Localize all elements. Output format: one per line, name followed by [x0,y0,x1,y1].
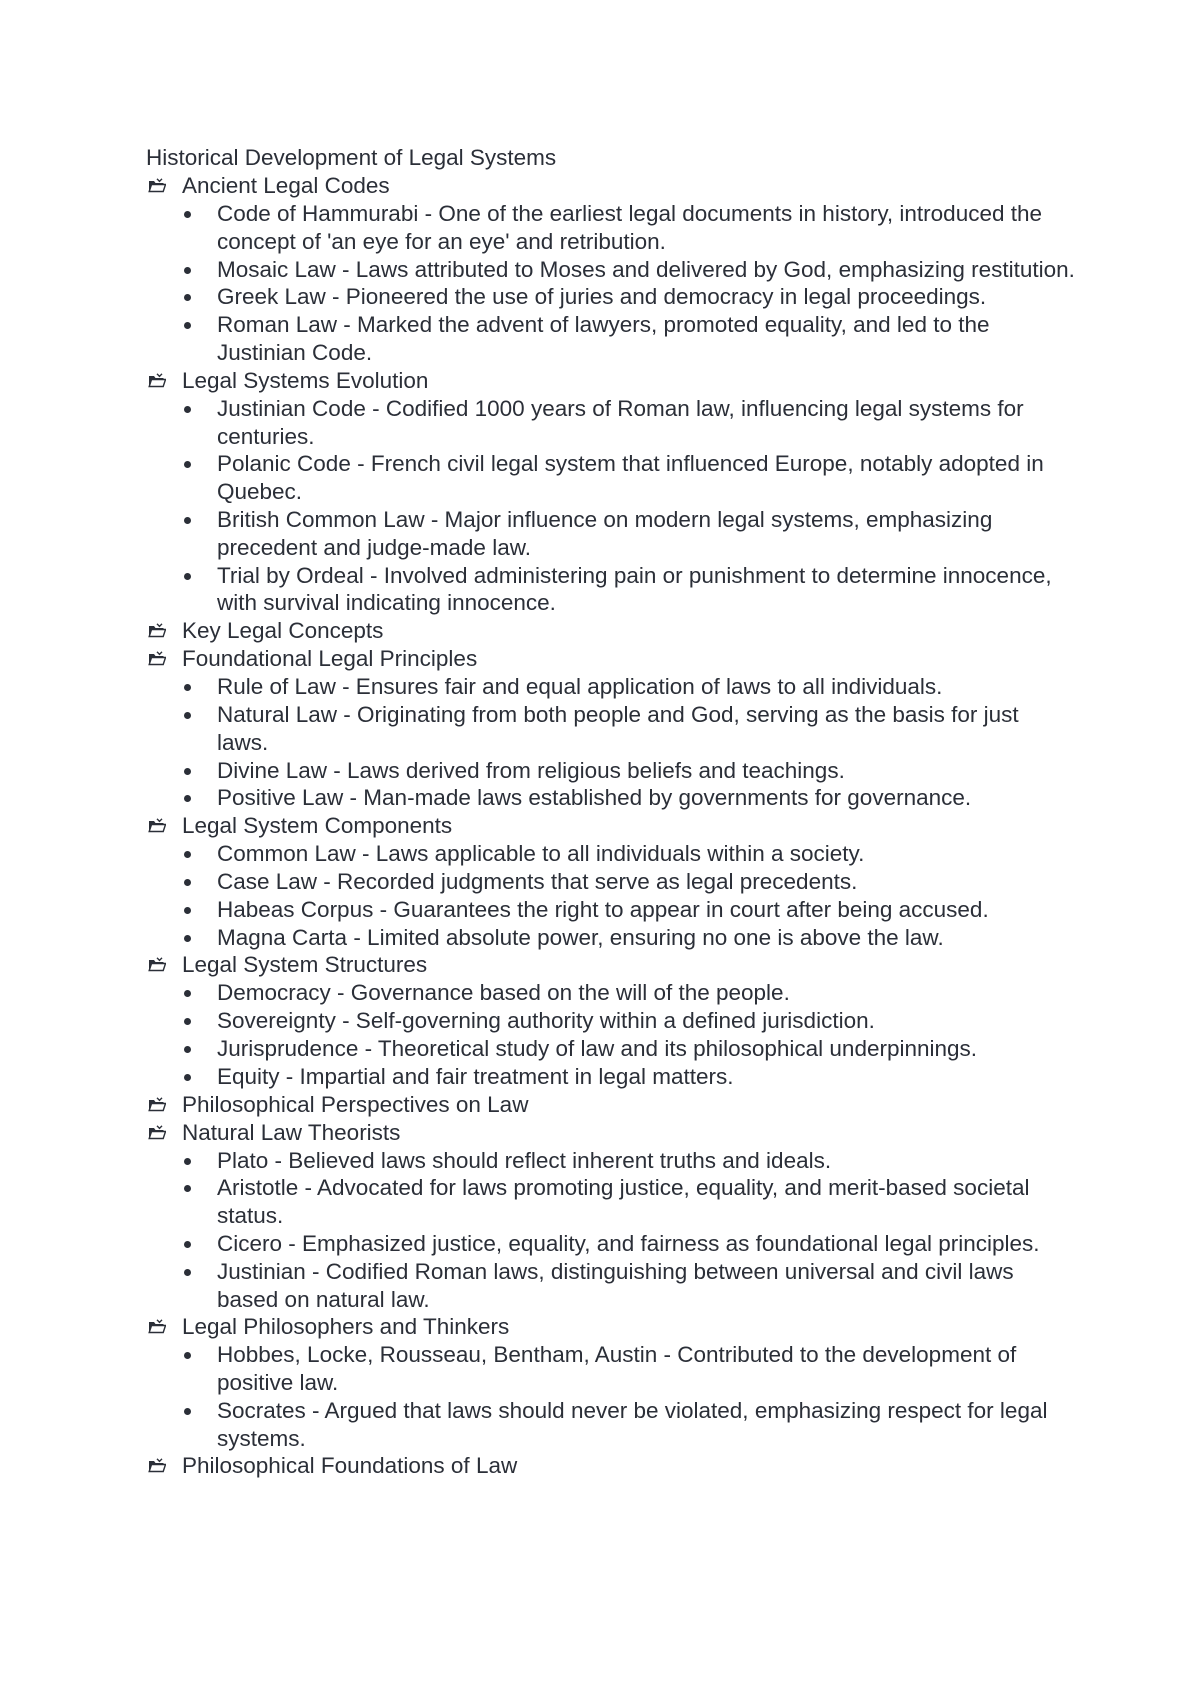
outline-section [146,367,1076,617]
bullet-dot-icon [184,1018,191,1025]
section-heading-text: Key Legal Concepts [182,618,384,644]
list-item [146,868,1076,896]
section-heading-text: Philosophical Foundations of Law [182,1453,518,1479]
section-heading-text: Ancient Legal Codes [182,173,390,198]
list-item-text: Socrates - Argued that laws should never be violated, emphasizing respect for legal systems. [217,1397,1048,1451]
list-item-text: Habeas Corpus - Guarantees the right to appear in court after being accused. [217,896,989,922]
list-item-text: Trial by Ordeal - Involved administering pain or punishment to determine innocence, with survival indicating innocence. [217,562,1052,616]
folder-open-icon [148,1458,166,1473]
section-heading [146,1119,1076,1147]
list-item-text: Plato - Believed laws should reflect inherent truths and ideals. [217,1147,832,1173]
bullet-dot-icon [184,1074,191,1081]
bullet-dot-icon [184,935,191,942]
list-item-text: Common Law - Laws applicable to all individuals within a society. [217,841,865,867]
outline-section [146,812,1076,951]
list-item [146,979,1076,1007]
bullet-dot-icon [184,1269,191,1276]
bullet-list [146,200,1076,367]
list-item-text: Case Law - Recorded judgments that serve as legal precedents. [217,868,858,894]
list-item-text: Justinian Code - Codified 1000 years of Roman law, influencing legal systems for centuries. [217,395,1024,449]
list-item [146,1397,1076,1453]
list-item [146,1147,1076,1175]
bullet-dot-icon [184,517,191,524]
folder-open-icon [148,957,166,972]
bullet-dot-icon [184,573,191,580]
list-item [146,757,1076,785]
list-item [146,506,1076,562]
section-heading [146,367,1076,395]
list-item [146,896,1076,924]
list-item [146,450,1076,506]
document-body [146,144,1076,1480]
list-item [146,1341,1076,1397]
section-heading [146,1452,1076,1480]
section-heading [146,617,1076,645]
bullet-dot-icon [184,1158,191,1165]
section-heading-text: Foundational Legal Principles [182,646,478,672]
list-item-text: Magna Carta - Limited absolute power, ensuring no one is above the law. [217,924,944,950]
section-heading-text: Legal System Structures [182,952,428,978]
bullet-dot-icon [184,1352,191,1359]
section-heading-text: Philosophical Perspectives on Law [182,1091,529,1117]
bullet-list [146,395,1076,617]
folder-open-icon [148,651,166,666]
list-item-text: Polanic Code - French civil legal system that influenced Europe, notably adopted in Quebec. [217,451,1044,505]
folder-open-icon [148,1125,166,1140]
section-heading [146,172,1076,200]
list-item-text: Aristotle - Advocated for laws promoting justice, equality, and merit-based societal status. [217,1175,1030,1229]
sections-container [146,172,1076,1480]
bullet-dot-icon [184,684,191,691]
list-item [146,256,1076,284]
bullet-dot-icon [184,211,191,218]
bullet-dot-icon [184,1408,191,1415]
list-item-text: Divine Law - Laws derived from religious beliefs and teachings. [217,757,845,783]
bullet-list [146,840,1076,951]
outline-section [146,172,1076,367]
section-heading [146,812,1076,840]
list-item-text: Greek Law - Pioneered the use of juries and democracy in legal proceedings. [217,284,987,310]
section-heading-text: Legal System Components [182,813,453,839]
outline-section [146,1452,1076,1480]
list-item-text: Democracy - Governance based on the will of the people. [217,980,790,1006]
bullet-dot-icon [184,851,191,858]
list-item [146,395,1076,451]
list-item [146,562,1076,618]
section-heading-text: Legal Philosophers and Thinkers [182,1314,510,1340]
list-item-text: British Common Law - Major influence on modern legal systems, emphasizing precedent and judge-made law. [217,506,993,560]
list-item [146,283,1076,311]
section-heading [146,1313,1076,1341]
list-item-text: Positive Law - Man-made laws established by governments for governance. [217,785,972,811]
list-item [146,840,1076,868]
bullet-dot-icon [184,294,191,301]
list-item [146,673,1076,701]
outline-section [146,1091,1076,1119]
list-item [146,1258,1076,1314]
list-item [146,701,1076,757]
list-item [146,1063,1076,1091]
list-item-text: Jurisprudence - Theoretical study of law and its philosophical underpinnings. [217,1035,978,1061]
list-item-text: Rule of Law - Ensures fair and equal application of laws to all individuals. [217,674,943,700]
list-item-text: Code of Hammurabi - One of the earliest legal documents in history, introduced the concept of 'an eye for an eye' and retribution. [217,201,1043,254]
bullet-dot-icon [184,768,191,775]
outline-section [146,1313,1076,1452]
bullet-dot-icon [184,712,191,719]
list-item [146,1035,1076,1063]
section-heading [146,645,1076,673]
section-heading-text: Legal Systems Evolution [182,367,429,393]
bullet-dot-icon [184,461,191,468]
bullet-dot-icon [184,1241,191,1248]
bullet-list [146,979,1076,1090]
outline-section [146,645,1076,812]
list-item [146,200,1076,256]
list-item-text: Natural Law - Originating from both people and God, serving as the basis for just laws. [217,701,1019,755]
list-item-text: Roman Law - Marked the advent of lawyers, promoted equality, and led to the Justinian Code. [217,312,990,365]
section-heading [146,951,1076,979]
list-item-text: Mosaic Law - Laws attributed to Moses and delivered by God, emphasizing restitution. [217,256,1075,282]
bullet-list [146,1341,1076,1452]
list-item-text: Sovereignty - Self-governing authority within a defined jurisdiction. [217,1008,875,1034]
bullet-dot-icon [184,267,191,274]
list-item [146,1007,1076,1035]
bullet-list [146,673,1076,812]
list-item [146,1174,1076,1230]
bullet-dot-icon [184,322,191,329]
folder-open-icon [148,373,166,388]
folder-open-icon [148,1319,166,1334]
list-item-text: Cicero - Emphasized justice, equality, and fairness as foundational legal principles. [217,1230,1040,1256]
bullet-dot-icon [184,879,191,886]
outline-section [146,1119,1076,1314]
folder-open-icon [148,818,166,833]
list-item [146,784,1076,812]
bullet-dot-icon [184,907,191,914]
folder-open-icon [148,1097,166,1112]
bullet-dot-icon [184,406,191,413]
section-heading [146,1091,1076,1119]
list-item [146,924,1076,952]
folder-open-icon [148,178,166,193]
bullet-dot-icon [184,1046,191,1053]
bullet-dot-icon [184,990,191,997]
list-item [146,1230,1076,1258]
bullet-list [146,1147,1076,1314]
outline-section [146,951,1076,1090]
outline-section [146,617,1076,645]
list-item [146,311,1076,367]
document-title: Historical Development of Legal Systems [146,145,557,170]
bullet-dot-icon [184,1185,191,1192]
list-item-text: Hobbes, Locke, Rousseau, Bentham, Austin - Contributed to the development of positive law. [217,1342,1017,1396]
section-heading-text: Natural Law Theorists [182,1119,401,1145]
folder-open-icon [148,623,166,638]
bullet-dot-icon [184,795,191,802]
list-item-text: Justinian - Codified Roman laws, distinguishing between universal and civil laws based on natural law. [217,1258,1014,1312]
list-item-text: Equity - Impartial and fair treatment in legal matters. [217,1063,734,1089]
